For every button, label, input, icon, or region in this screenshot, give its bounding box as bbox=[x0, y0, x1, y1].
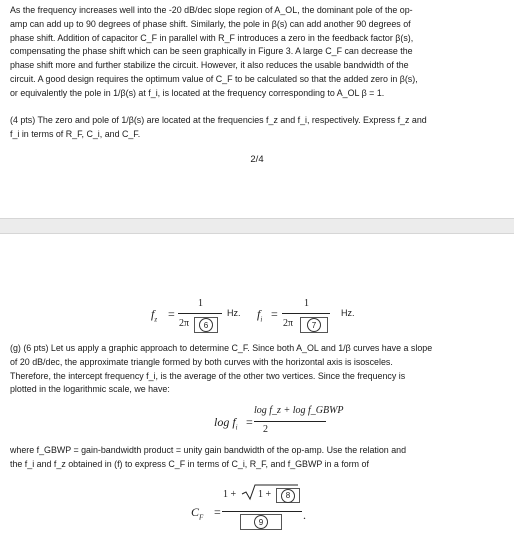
cf-lhs: $C_F$ bbox=[191, 505, 204, 522]
where-paragraph bbox=[10, 444, 504, 472]
para-line: phase shift. Addition of capacitor C_F in parallel with R_F introduces a zero in the feedback factor β(s), bbox=[10, 32, 414, 43]
question-line: plotted in the logarithmic scale, we have: bbox=[10, 384, 170, 395]
answer-box-7[interactable] bbox=[300, 317, 328, 333]
fz-lhs: $f_z$ bbox=[151, 307, 158, 324]
para-line: As the frequency increases well into the -20 dB/dec slope region of A_OL, the dominant pole of the op- bbox=[10, 5, 413, 15]
cf-one-plus-a: 1 + bbox=[223, 489, 237, 500]
fz-fraction-bar bbox=[178, 313, 222, 314]
question-line: (g) (6 pts) Let us apply a graphic approach to determine C_F. Since both A_OL and 1/β curves have a slope bbox=[10, 343, 433, 353]
question-line: f_i in terms of R_F, C_i, and C_F. bbox=[10, 128, 141, 139]
cf-end-period: . bbox=[303, 508, 306, 522]
document-page-2 bbox=[0, 234, 514, 537]
para-line: the f_i and f_z obtained in (f) to express C_F in terms of C_i, R_F, and f_GBWP in a form of bbox=[10, 458, 369, 469]
answer-box-6[interactable] bbox=[194, 317, 218, 333]
log-eq-equals: = bbox=[246, 415, 253, 429]
question-f bbox=[10, 114, 504, 142]
cf-fraction-bar bbox=[222, 511, 302, 512]
question-line: Therefore, the intercept frequency f_i, is the average of the other two vertices. Since the frequency is bbox=[10, 370, 406, 381]
para-line: compensating the phase shift which can be seen graphically in Figure 3. A large C_F can decrease the bbox=[10, 46, 413, 57]
log-eq-lhs: $\log f_i$ bbox=[214, 415, 238, 432]
fi-unit: Hz. bbox=[341, 308, 355, 318]
page-separator bbox=[0, 218, 514, 234]
fi-lhs: $f_i$ bbox=[257, 307, 263, 324]
para-line: where f_GBWP = gain-bandwidth product = unity gain bandwidth of the op-amp. Use the relation and bbox=[10, 445, 407, 455]
para-line: phase shift more and further stabilize the circuit. However, it also reduces the usable bandwidth of the bbox=[10, 60, 409, 71]
page-number: 2/4 bbox=[250, 154, 264, 165]
fi-fraction-bar bbox=[282, 313, 330, 314]
log-eq-numerator: log f_z + log f_GBWP bbox=[254, 405, 344, 416]
para-line: or equivalently the pole in 1/β(s) at f_i, is located at the frequency corresponding to A_OL β = 1. bbox=[10, 87, 385, 98]
para-line: circuit. A good design requires the optimum value of C_F to be calculated so that the added zero in β(s), bbox=[10, 73, 418, 84]
document-page-1 bbox=[0, 0, 514, 218]
fz-denominator: 2π bbox=[179, 318, 190, 329]
box-number-9: 9 bbox=[254, 515, 268, 529]
cf-equals: = bbox=[214, 505, 221, 519]
box-number-8: 8 bbox=[281, 489, 295, 503]
question-g bbox=[10, 342, 504, 397]
question-line: (4 pts) The zero and pole of 1/β(s) are located at the frequencies f_z and f_i, respectively. Express f_z and bbox=[10, 115, 427, 125]
fi-denominator: 2π bbox=[283, 318, 294, 329]
box-number-6: 6 bbox=[199, 318, 213, 332]
fz-unit: Hz. bbox=[227, 308, 241, 318]
fi-equals: = bbox=[271, 307, 278, 321]
log-eq-fraction-bar bbox=[254, 421, 326, 422]
answer-box-8[interactable] bbox=[276, 488, 300, 503]
fi-numerator: 1 bbox=[304, 298, 309, 309]
para-line: amp can add up to 90 degrees of phase shift. Similarly, the pole in β(s) can add another 90 degrees of bbox=[10, 18, 411, 29]
question-line: of 20 dB/dec, the approximate triangle formed by both curves with the horizontal axis is isosceles. bbox=[10, 356, 393, 367]
cf-one-plus-b: 1 + bbox=[258, 489, 272, 500]
fz-numerator: 1 bbox=[198, 298, 203, 309]
fz-equals: = bbox=[168, 307, 175, 321]
box-number-7: 7 bbox=[307, 318, 321, 332]
paragraph-frequency-analysis bbox=[10, 4, 504, 101]
log-eq-denominator: 2 bbox=[263, 424, 268, 435]
answer-box-9[interactable] bbox=[240, 514, 282, 530]
